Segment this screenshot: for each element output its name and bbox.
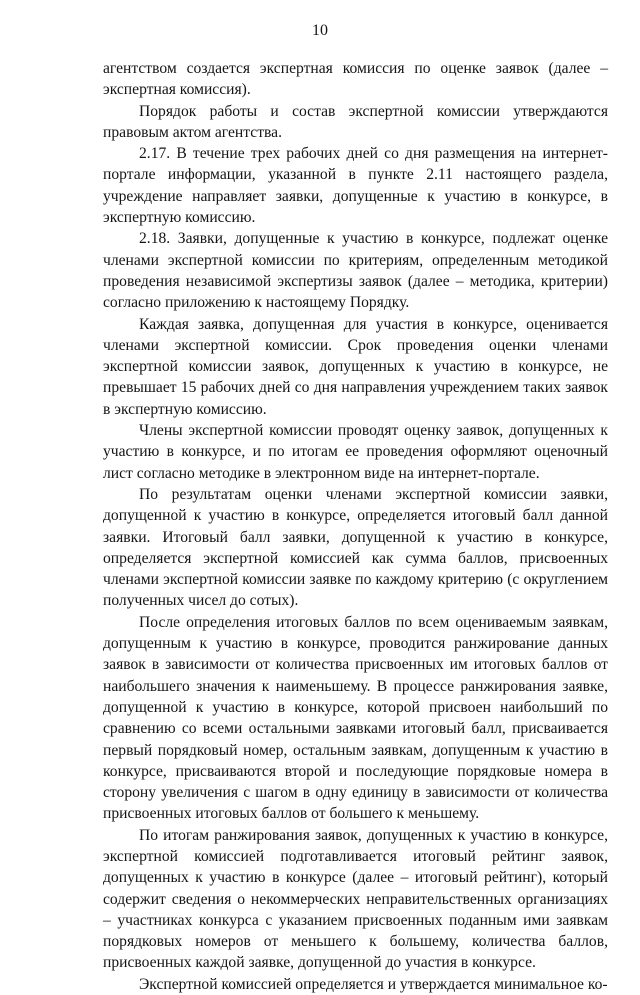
paragraph-minimum: Экспертной комиссией определяется и утверждается минимальное ко-	[139, 975, 608, 993]
paragraph-final-score: По результатам оценки членами экспертной комиссии заявки, допущенной к участию в конкурсе, определяется итоговый балл данной заявки. Итоговый балл заявки, допущенной к участию в конкурсе, определяется экспертной комиссией как сумма баллов, присвоенных членами экспертной комиссии заявке по каждому критерию (с округлением полученных чисел до сотых).	[103, 485, 608, 610]
paragraph-ranking: После определения итоговых баллов по всем оцениваемым заявкам, допущенным к участию в конкурсе, проводится ранжирование данных заявок в зависимости от количества присвоенных им итоговых баллов от наибольшего значения к наименьшему. В процессе ранжирования заявке, допущенной к участию в конкурсе, которой присвоен наибольший по сравнению со всеми остальными заявками итоговый балл, присваивается первый порядковый номер, остальным заявкам, допущенным к участию в конкурсе, присваиваются второй и последующие порядковые номера в сторону увеличения с шагом в одну единицу в зависимости от количества присвоенных итоговых баллов от большего к меньшему.	[103, 613, 608, 823]
paragraph-evaluation-term: Каждая заявка, допущенная для участия в конкурсе, оценивается членами экспертной комиссии. Срок проведения оценки членами экспертной комиссии заявок, допущенных к участию в конкурсе, не превышает 15 рабочих дней со дня направления учреждением таких заявок в экспертную комиссию.	[103, 315, 608, 418]
paragraph-2-17: 2.17. В течение трех рабочих дней со дня размещения на интернет-портале информации, указанной в пункте 2.11 настоящего раздела, учреждение направляет заявки, допущенные к участию в конкурсе, в экспертную комиссию.	[103, 145, 608, 227]
paragraph-2-18: 2.18. Заявки, допущенные к участию в конкурсе, подлежат оценке членами экспертной комиссии по критериям, определенным методикой проведения независимой экспертизы заявок (далее – методика, критерии) согласно приложению к настоящему Порядку.	[103, 230, 608, 312]
paragraph-evaluation-sheet: Члены экспертной комиссии проводят оценку заявок, допущенных к участию в конкурсе, и по итогам ее проведения оформляют оценочный лист согласно методике в электронном виде на интернет-портале.	[103, 422, 608, 482]
paragraph-procedure: Порядок работы и состав экспертной комиссии утверждаются правовым актом агентства.	[103, 102, 608, 141]
body-text	[103, 58, 608, 995]
page-number: 10	[312, 22, 328, 39]
paragraph-continuation: агентством создается экспертная комиссия по оценке заявок (далее – экспертная комиссия).	[103, 60, 608, 99]
paragraph-final-rating: По итогам ранжирования заявок, допущенных к участию в конкурсе, экспертной комиссией подготавливается итоговый рейтинг заявок, допущенных к участию в конкурсе (далее – итоговый рейтинг), который содержит сведения о некоммерческих неправительственных организациях – участниках конкурса с указанием присвоенных поданным ими заявкам порядковых номеров от меньшего к большему, количества баллов, присвоенных каждой заявке, допущенной до участия в конкурсе.	[103, 826, 608, 972]
